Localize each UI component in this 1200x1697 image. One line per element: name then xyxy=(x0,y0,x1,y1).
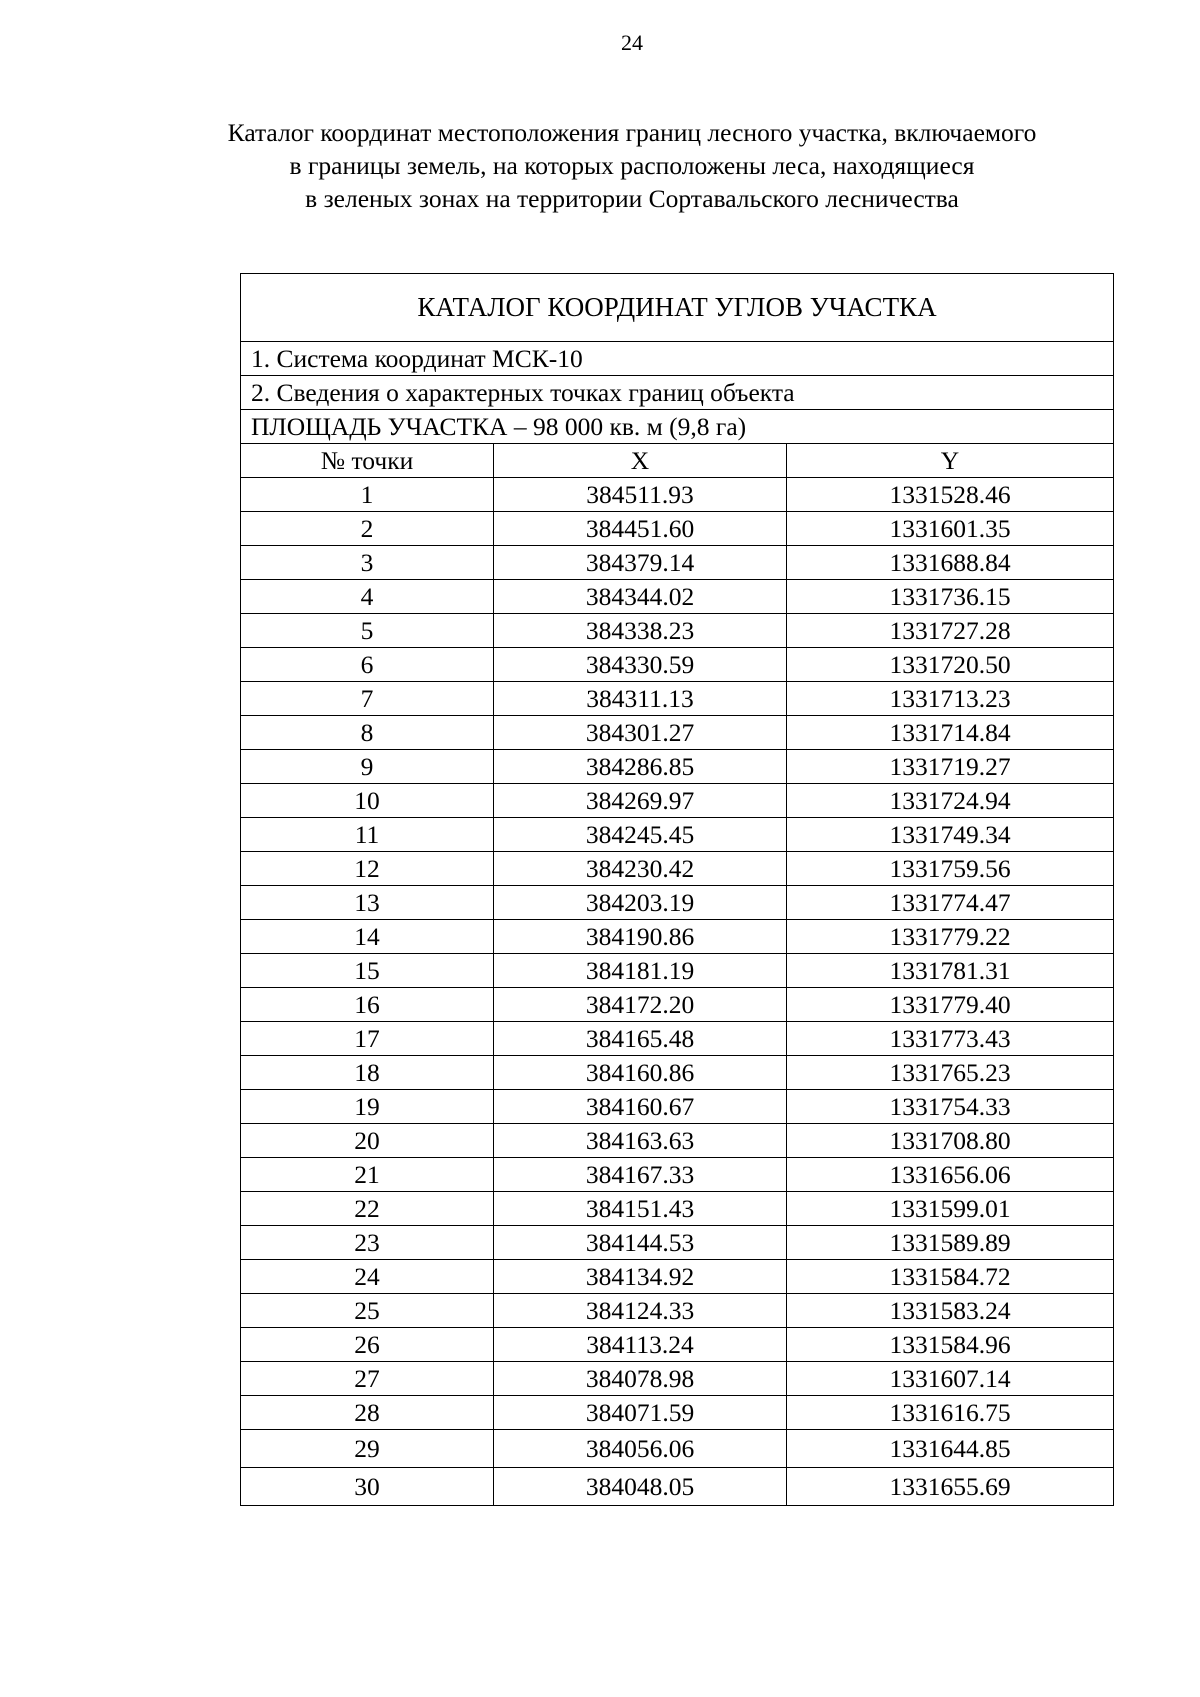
point-number-cell: 14 xyxy=(241,920,494,954)
point-number-cell: 11 xyxy=(241,818,494,852)
point-number-cell: 30 xyxy=(241,1468,494,1506)
y-coordinate-cell: 1331754.33 xyxy=(787,1090,1114,1124)
y-coordinate-cell: 1331749.34 xyxy=(787,818,1114,852)
x-coordinate-cell: 384330.59 xyxy=(494,648,787,682)
x-coordinate-cell: 384245.45 xyxy=(494,818,787,852)
table-row xyxy=(241,750,1114,784)
point-number-cell: 8 xyxy=(241,716,494,750)
point-number-cell: 13 xyxy=(241,886,494,920)
point-number-cell: 12 xyxy=(241,852,494,886)
y-coordinate-cell: 1331601.35 xyxy=(787,512,1114,546)
y-coordinate-cell: 1331655.69 xyxy=(787,1468,1114,1506)
column-header-y: Y xyxy=(787,444,1114,478)
table-row xyxy=(241,1022,1114,1056)
y-coordinate-cell: 1331773.43 xyxy=(787,1022,1114,1056)
y-coordinate-cell: 1331607.14 xyxy=(787,1362,1114,1396)
table-row xyxy=(241,478,1114,512)
table-row xyxy=(241,1192,1114,1226)
x-coordinate-cell: 384379.14 xyxy=(494,546,787,580)
point-number-cell: 16 xyxy=(241,988,494,1022)
table-row xyxy=(241,1056,1114,1090)
y-coordinate-cell: 1331599.01 xyxy=(787,1192,1114,1226)
y-coordinate-cell: 1331724.94 xyxy=(787,784,1114,818)
y-coordinate-cell: 1331584.96 xyxy=(787,1328,1114,1362)
table-row xyxy=(241,580,1114,614)
x-coordinate-cell: 384071.59 xyxy=(494,1396,787,1430)
object-details-row xyxy=(241,376,1114,410)
title-line-2: в границы земель, на которых расположены леса, находящиеся xyxy=(289,151,975,180)
table-row xyxy=(241,1294,1114,1328)
table-row xyxy=(241,1158,1114,1192)
point-number-cell: 3 xyxy=(241,546,494,580)
x-coordinate-cell: 384230.42 xyxy=(494,852,787,886)
y-coordinate-cell: 1331781.31 xyxy=(787,954,1114,988)
x-coordinate-cell: 384269.97 xyxy=(494,784,787,818)
document-title xyxy=(0,116,1200,215)
column-header-row xyxy=(241,444,1114,478)
table-row xyxy=(241,1226,1114,1260)
x-coordinate-cell: 384344.02 xyxy=(494,580,787,614)
point-number-cell: 27 xyxy=(241,1362,494,1396)
x-coordinate-cell: 384134.92 xyxy=(494,1260,787,1294)
x-coordinate-cell: 384511.93 xyxy=(494,478,787,512)
y-coordinate-cell: 1331713.23 xyxy=(787,682,1114,716)
table-row xyxy=(241,546,1114,580)
x-coordinate-cell: 384124.33 xyxy=(494,1294,787,1328)
point-number-cell: 15 xyxy=(241,954,494,988)
x-coordinate-cell: 384151.43 xyxy=(494,1192,787,1226)
x-coordinate-cell: 384311.13 xyxy=(494,682,787,716)
y-coordinate-cell: 1331656.06 xyxy=(787,1158,1114,1192)
y-coordinate-cell: 1331765.23 xyxy=(787,1056,1114,1090)
x-coordinate-cell: 384181.19 xyxy=(494,954,787,988)
table-row xyxy=(241,614,1114,648)
point-number-cell: 6 xyxy=(241,648,494,682)
coordinate-system-row xyxy=(241,342,1114,376)
point-number-cell: 21 xyxy=(241,1158,494,1192)
table-row xyxy=(241,920,1114,954)
point-number-cell: 4 xyxy=(241,580,494,614)
point-number-cell: 24 xyxy=(241,1260,494,1294)
x-coordinate-cell: 384203.19 xyxy=(494,886,787,920)
table-row xyxy=(241,1430,1114,1468)
y-coordinate-cell: 1331583.24 xyxy=(787,1294,1114,1328)
y-coordinate-cell: 1331584.72 xyxy=(787,1260,1114,1294)
y-coordinate-cell: 1331720.50 xyxy=(787,648,1114,682)
table-row xyxy=(241,1260,1114,1294)
y-coordinate-cell: 1331589.89 xyxy=(787,1226,1114,1260)
point-number-cell: 25 xyxy=(241,1294,494,1328)
y-coordinate-cell: 1331759.56 xyxy=(787,852,1114,886)
y-coordinate-cell: 1331779.22 xyxy=(787,920,1114,954)
y-coordinate-cell: 1331688.84 xyxy=(787,546,1114,580)
page-number: 24 xyxy=(621,30,643,55)
x-coordinate-cell: 384190.86 xyxy=(494,920,787,954)
y-coordinate-cell: 1331528.46 xyxy=(787,478,1114,512)
x-coordinate-cell: 384451.60 xyxy=(494,512,787,546)
x-coordinate-cell: 384160.67 xyxy=(494,1090,787,1124)
x-coordinate-cell: 384078.98 xyxy=(494,1362,787,1396)
point-number-cell: 1 xyxy=(241,478,494,512)
table-row xyxy=(241,512,1114,546)
point-number-cell: 7 xyxy=(241,682,494,716)
table-row xyxy=(241,852,1114,886)
table-row xyxy=(241,1124,1114,1158)
table-row xyxy=(241,886,1114,920)
coordinates-table xyxy=(240,273,1114,1506)
y-coordinate-cell: 1331736.15 xyxy=(787,580,1114,614)
point-number-cell: 20 xyxy=(241,1124,494,1158)
x-coordinate-cell: 384301.27 xyxy=(494,716,787,750)
table-row xyxy=(241,784,1114,818)
x-coordinate-cell: 384338.23 xyxy=(494,614,787,648)
x-coordinate-cell: 384172.20 xyxy=(494,988,787,1022)
y-coordinate-cell: 1331714.84 xyxy=(787,716,1114,750)
point-number-cell: 9 xyxy=(241,750,494,784)
plot-area: ПЛОЩАДЬ УЧАСТКА – 98 000 кв. м (9,8 га) xyxy=(241,410,1114,444)
point-number-cell: 18 xyxy=(241,1056,494,1090)
column-header-x: X xyxy=(494,444,787,478)
table-row xyxy=(241,648,1114,682)
x-coordinate-cell: 384056.06 xyxy=(494,1430,787,1468)
table-row xyxy=(241,1090,1114,1124)
table-heading: КАТАЛОГ КООРДИНАТ УГЛОВ УЧАСТКА xyxy=(241,274,1114,342)
x-coordinate-cell: 384048.05 xyxy=(494,1468,787,1506)
title-line-3: в зеленых зонах на территории Сортавальского лесничества xyxy=(305,184,959,213)
point-number-cell: 5 xyxy=(241,614,494,648)
y-coordinate-cell: 1331779.40 xyxy=(787,988,1114,1022)
table-row xyxy=(241,1362,1114,1396)
y-coordinate-cell: 1331616.75 xyxy=(787,1396,1114,1430)
table-row xyxy=(241,1328,1114,1362)
point-number-cell: 19 xyxy=(241,1090,494,1124)
table-row xyxy=(241,682,1114,716)
object-details: 2. Сведения о характерных точках границ объекта xyxy=(241,376,1114,410)
table-row xyxy=(241,1396,1114,1430)
y-coordinate-cell: 1331774.47 xyxy=(787,886,1114,920)
point-number-cell: 17 xyxy=(241,1022,494,1056)
x-coordinate-cell: 384163.63 xyxy=(494,1124,787,1158)
table-heading-row xyxy=(241,274,1114,342)
x-coordinate-cell: 384167.33 xyxy=(494,1158,787,1192)
column-header-point: № точки xyxy=(241,444,494,478)
coordinate-system: 1. Система координат МСК-10 xyxy=(241,342,1114,376)
x-coordinate-cell: 384286.85 xyxy=(494,750,787,784)
point-number-cell: 28 xyxy=(241,1396,494,1430)
title-line-1: Каталог координат местоположения границ лесного участка, включаемого xyxy=(227,118,1037,147)
point-number-cell: 23 xyxy=(241,1226,494,1260)
x-coordinate-cell: 384160.86 xyxy=(494,1056,787,1090)
table-row xyxy=(241,716,1114,750)
y-coordinate-cell: 1331719.27 xyxy=(787,750,1114,784)
point-number-cell: 22 xyxy=(241,1192,494,1226)
table-row xyxy=(241,988,1114,1022)
point-number-cell: 2 xyxy=(241,512,494,546)
point-number-cell: 29 xyxy=(241,1430,494,1468)
area-row xyxy=(241,410,1114,444)
x-coordinate-cell: 384144.53 xyxy=(494,1226,787,1260)
y-coordinate-cell: 1331727.28 xyxy=(787,614,1114,648)
x-coordinate-cell: 384165.48 xyxy=(494,1022,787,1056)
y-coordinate-cell: 1331644.85 xyxy=(787,1430,1114,1468)
point-number-cell: 26 xyxy=(241,1328,494,1362)
y-coordinate-cell: 1331708.80 xyxy=(787,1124,1114,1158)
table-row xyxy=(241,1468,1114,1506)
table-row xyxy=(241,954,1114,988)
table-row xyxy=(241,818,1114,852)
point-number-cell: 10 xyxy=(241,784,494,818)
x-coordinate-cell: 384113.24 xyxy=(494,1328,787,1362)
